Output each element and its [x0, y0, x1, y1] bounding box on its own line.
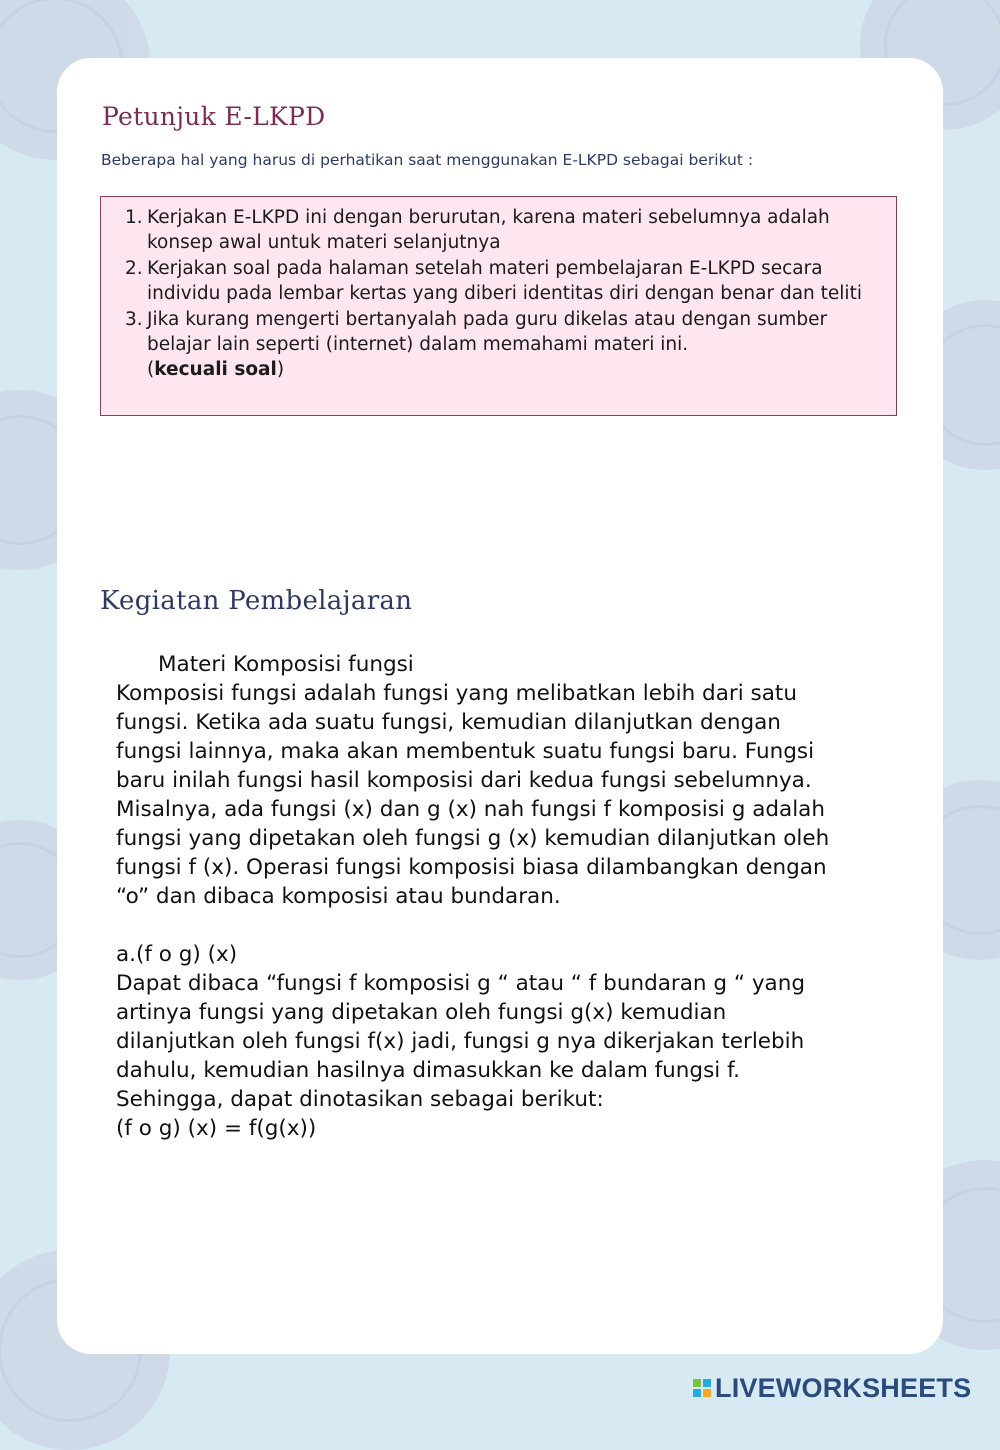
liveworksheets-logo — [693, 1372, 971, 1404]
rule-note-close: ) — [276, 359, 285, 381]
rule-number: 3. — [125, 308, 143, 330]
paragraph-spacer — [116, 911, 836, 940]
rule-text: Jika kurang mengerti bertanyalah pada guru dikelas atau dengan sumber belajar lain seperti (internet) dalam memahami materi ini. — [147, 308, 828, 356]
materi-heading: Materi Komposisi fungsi — [158, 652, 414, 677]
rule-note-open: ( — [147, 359, 155, 381]
kegiatan-title: Kegiatan Pembelajaran — [100, 586, 413, 616]
materi-formula: (f o g) (x) = f(g(x)) — [116, 1116, 317, 1141]
materi-paragraph-2: Misalnya, ada fungsi (x) dan g (x) nah fungsi f komposisi g adalah fungsi yang dipetakan oleh fungsi g (x) kemudian dilanjutkan oleh fungsi f (x). Operasi fungsi komposisi biasa dilambangkan dengan “o” dan dibaca komposisi atau bundaran. — [116, 797, 830, 909]
liveworksheets-logo-icon — [693, 1379, 711, 1397]
petunjuk-intro: Beberapa hal yang harus di perhatikan saat menggunakan E-LKPD sebagai berikut : — [101, 151, 754, 169]
rules-box — [100, 196, 897, 416]
rule-text: Kerjakan E-LKPD ini dengan berurutan, karena materi sebelumnya adalah konsep awal untuk materi selanjutnya — [147, 207, 830, 254]
liveworksheets-logo-text: LIVEWORKSHEETS — [715, 1372, 972, 1403]
materi-paragraph-1: Komposisi fungsi adalah fungsi yang melibatkan lebih dari satu fungsi. Ketika ada suatu fungsi, kemudian dilanjutkan dengan fungsi lainnya, maka akan membentuk suatu fungsi baru. Fungsi baru inilah fungsi hasil komposisi dari kedua fungsi sebelumnya. — [116, 681, 815, 793]
rule-number: 2. — [125, 257, 143, 279]
materi-paragraph-3: Dapat dibaca “fungsi f komposisi g “ atau “ f bundaran g “ yang artinya fungsi yang dipetakan oleh fungsi g(x) kemudian dilanjutkan oleh fungsi f(x) jadi, fungsi g nya dikerjakan terlebih dahulu, kemudian hasilnya dimasukkan ke dalam fungsi f. Sehingga, dapat dinotasikan sebagai berikut: — [116, 971, 806, 1112]
rule-text-wrapper — [147, 307, 865, 383]
rules-list — [125, 205, 865, 383]
rule-text: Kerjakan soal pada halaman setelah materi pembelajaran E-LKPD secara individu pada lembar kertas yang diberi identitas diri dengan benar dan teliti — [147, 257, 862, 305]
rule-item — [125, 307, 865, 383]
materi-item-a: a.(f o g) (x) — [116, 942, 238, 967]
materi-content — [116, 650, 836, 1143]
rule-number: 1. — [125, 207, 143, 228]
petunjuk-title: Petunjuk E-LKPD — [102, 102, 326, 131]
rule-item — [125, 205, 865, 256]
rule-note-bold: kecuali soal — [154, 359, 277, 381]
rule-item — [125, 256, 865, 307]
worksheet-card — [57, 58, 943, 1354]
